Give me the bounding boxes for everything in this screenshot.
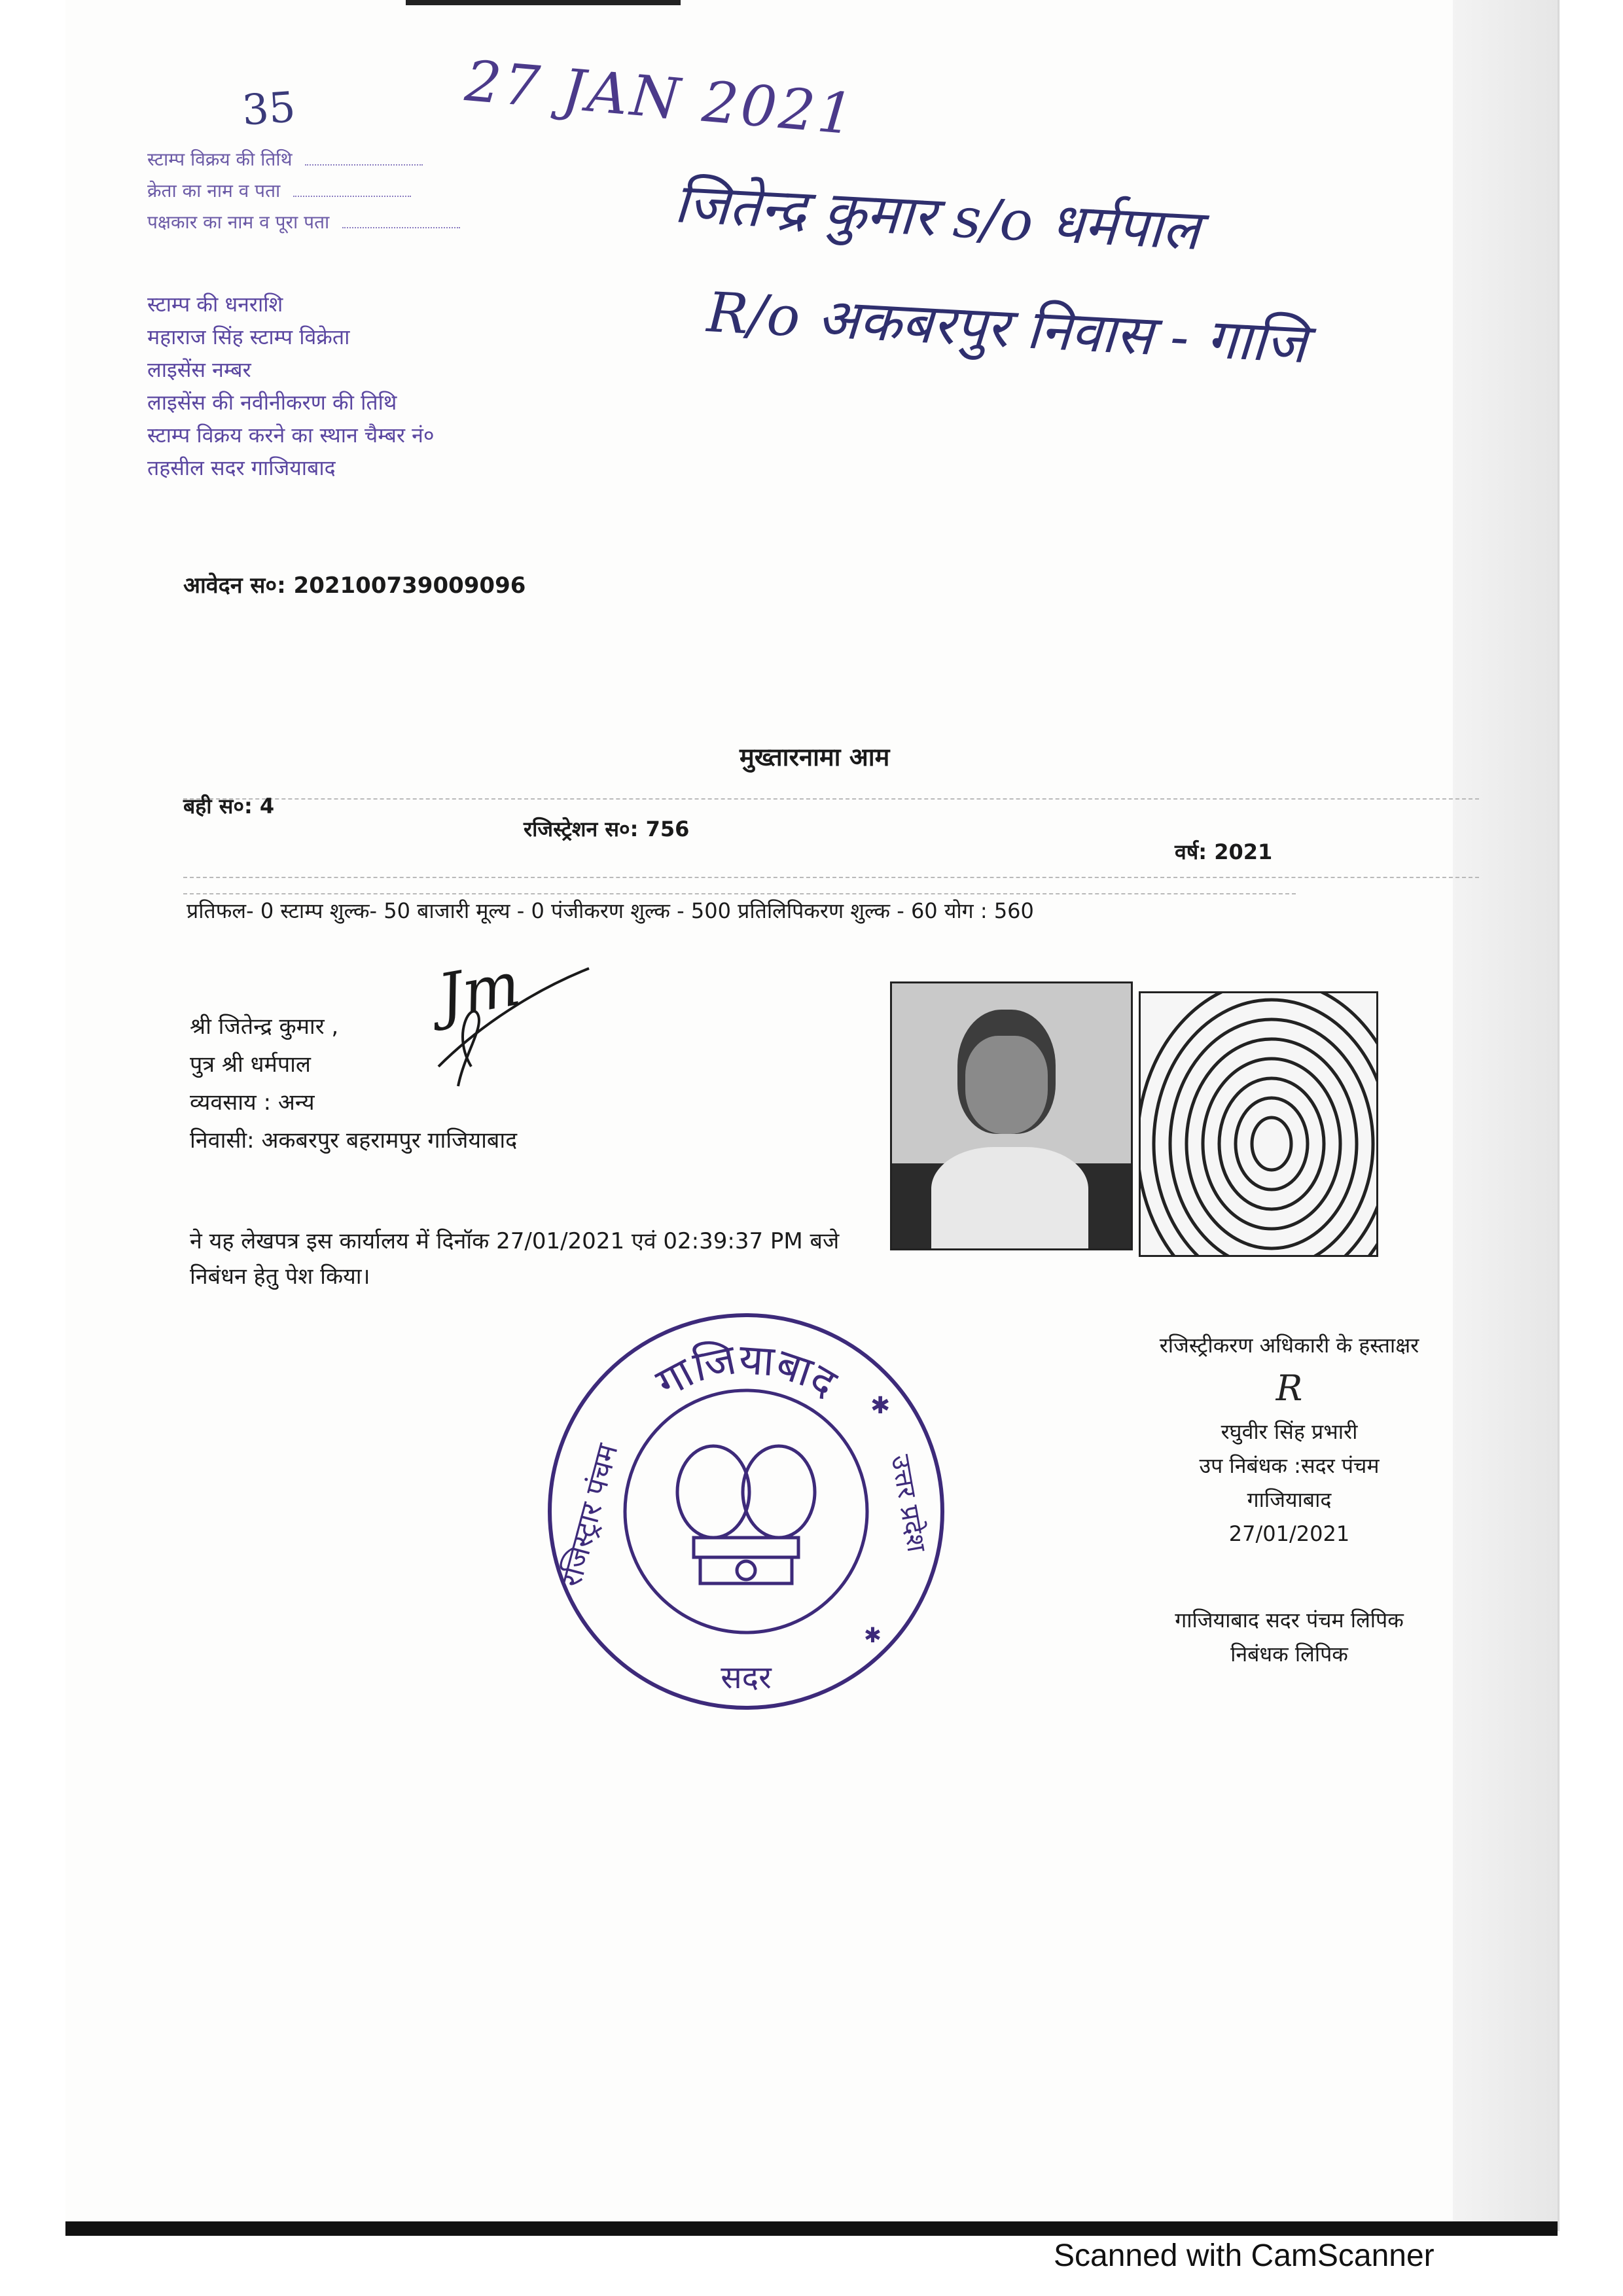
presenter-father: पुत्र श्री धर्मपाल	[190, 1051, 311, 1078]
vendor-field: स्टाम्प विक्रय की तिथि	[147, 144, 645, 175]
handwritten-name-line: जितेन्द्र कुमार s/o धर्मपाल	[672, 171, 1202, 262]
vendor-line: तहसील सदर गाजियाबाद	[147, 455, 336, 480]
officer-place: गाजियाबाद	[1247, 1487, 1332, 1512]
book-number: बही स०: 4	[183, 794, 275, 819]
presenter-occupation: व्यवसाय : अन्य	[190, 1089, 315, 1116]
application-number	[183, 569, 526, 599]
registration-number: रजिस्ट्रेशन स०: 756	[524, 817, 690, 841]
application-label: आवेदन स०:	[183, 573, 286, 599]
presentation-line: ने यह लेखपत्र इस कार्यालय में दिनॉक 27/01/2021 एवं 02:39:37 PM बजे	[190, 1228, 840, 1254]
page-edge-shadow	[1453, 0, 1558, 2231]
presentation-statement	[190, 1224, 839, 1294]
page-bottom-edge	[65, 2221, 1558, 2236]
officer-date: 27/01/2021	[1228, 1521, 1350, 1546]
vendor-line: लाइसेंस की नवीनीकरण की तिथि	[147, 390, 397, 415]
date-stamp: 27 JAN 2021	[462, 48, 859, 148]
registration-year: वर्ष: 2021	[1175, 839, 1273, 864]
handwritten-address-line: R/o अकबरपुर निवास - गाजि	[705, 280, 1308, 376]
application-value: 202100739009096	[293, 573, 526, 599]
vendor-line: स्टाम्प की धनराशि	[147, 292, 283, 317]
registering-officer-block	[1126, 1328, 1453, 1551]
seal-top-text: गाजियाबाद	[649, 1335, 845, 1408]
seal-left-text: रजिस्ट्रार पंचम	[554, 1440, 625, 1591]
star-icon: ✱	[864, 1623, 882, 1648]
fees-line: प्रतिफल- 0 स्टाम्प शुल्क- 50 बाजारी मूल्य - 0 पंजीकरण शुल्क - 500 प्रतिलिपिकरण शुल्क - 60 योग : 560	[187, 898, 1034, 923]
thumbprint-image	[1139, 991, 1378, 1257]
star-icon: ✱	[870, 1392, 891, 1419]
presenter-residence: निवासी: अकबरपुर बहरामपुर गाजियाबाद	[190, 1127, 518, 1154]
presenter-photo	[890, 981, 1133, 1250]
officer-name: रघुवीर सिंह प्रभारी	[1221, 1419, 1358, 1444]
officer-signature: R	[1275, 1368, 1303, 1409]
presenter-signature: Jm	[433, 949, 526, 1032]
scanner-watermark: Scanned with CamScanner	[1054, 2238, 1435, 2273]
vendor-line: महाराज सिंह स्टाम्प विक्रेता	[147, 325, 350, 349]
divider	[183, 893, 1296, 894]
clerk-line: निबंधक लिपिक	[1230, 1642, 1348, 1667]
presentation-line: निबंधन हेतु पेश किया।	[190, 1263, 370, 1290]
signature-stroke	[432, 955, 602, 1099]
divider	[183, 877, 1479, 878]
stamp-vendor-block	[147, 288, 645, 484]
page-top-edge	[406, 0, 681, 5]
vendor-line: लाइसेंस नम्बर	[147, 357, 251, 382]
stamp-serial-number: 35	[240, 83, 297, 135]
lion-emblem-icon	[677, 1446, 815, 1583]
divider	[183, 798, 1479, 800]
vendor-line: स्टाम्प विक्रय करने का स्थान चैम्बर नं०	[147, 423, 435, 448]
officer-designation: उप निबंधक :सदर पंचम	[1199, 1453, 1380, 1478]
presenter-name: श्री जितेन्द्र कुमार ,	[190, 1014, 339, 1040]
seal-right-text: उत्तर प्रदेश	[885, 1452, 932, 1555]
stamp-vendor-fields	[147, 144, 645, 238]
clerk-block	[1113, 1603, 1466, 1671]
vendor-field: पक्षकार का नाम व पूरा पता	[147, 207, 645, 238]
registrar-seal	[537, 1302, 955, 1721]
vendor-field: क्रेता का नाम व पता	[147, 175, 645, 207]
document-title: मुख्तारनामा आम	[740, 743, 890, 771]
clerk-line: गाजियाबाद सदर पंचम लिपिक	[1175, 1608, 1404, 1633]
officer-heading: रजिस्ट्रीकरण अधिकारी के हस्ताक्षर	[1159, 1333, 1419, 1358]
seal-bottom-text: सदर	[721, 1659, 772, 1696]
